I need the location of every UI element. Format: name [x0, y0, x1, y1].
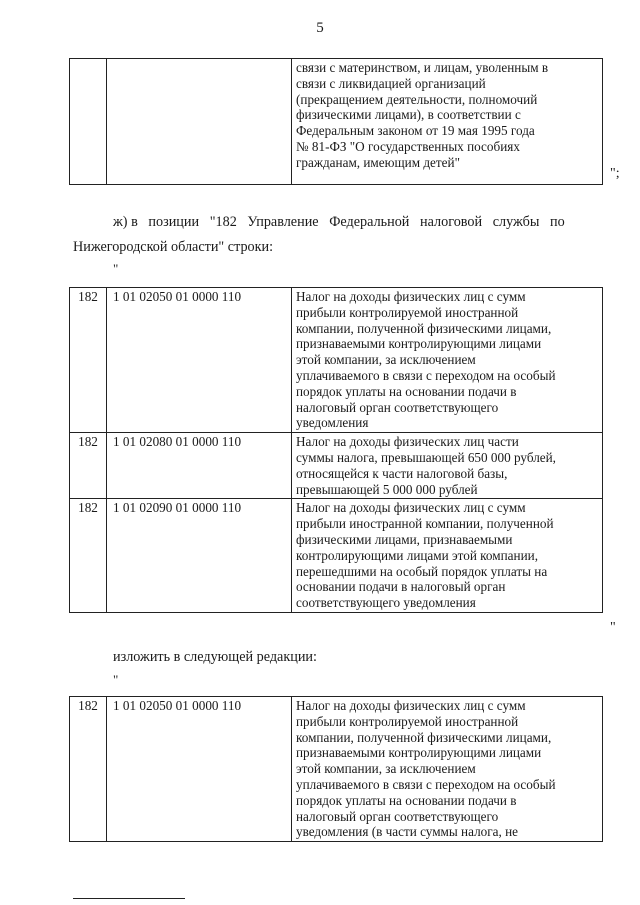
table-row: [70, 697, 603, 842]
paragraph-replace: изложить в следующей редакции:: [113, 649, 317, 665]
table-cell-code: 1 01 02090 01 0000 110: [107, 499, 292, 613]
continuation-table: [69, 58, 603, 185]
paragraph-zh-line2: Нижегородской области" строки:: [73, 239, 274, 255]
table-cell-admin: [70, 59, 107, 185]
new-rows-table: [69, 696, 603, 842]
table-row: [70, 499, 603, 613]
table-cell-name: Налог на доходы физических лиц с сумм прибыли контролируемой иностранной компании, полученной физическими лицами, признаваемыми контролирующими лицами этой компании, за исключением уплачиваемого в связи с переходом на особый порядок уплаты на основании подачи в налоговый орган соответствующего уведомления (в части суммы налога, не: [292, 697, 603, 842]
table-row: [70, 433, 603, 499]
table-cell-code: [107, 59, 292, 185]
opening-quote: ": [113, 261, 119, 276]
paragraph-zh-line1: ж) в позиции "182 Управление Федеральной налоговой службы по: [113, 214, 565, 230]
table-cell-code: 1 01 02050 01 0000 110: [107, 288, 292, 433]
table-cell-name: связи с материнством, и лицам, уволенным в связи с ликвидацией организаций (прекращением деятельности, полномочий физическими лицами), в соответствии с Федеральным законом от 19 мая 1995 года № 81-ФЗ "О государственных пособиях гражданам, имеющим детей": [292, 59, 603, 185]
page-number: 5: [316, 20, 324, 36]
table-cell-admin: 182: [70, 433, 107, 499]
table-cell-admin: 182: [70, 288, 107, 433]
table-cell-name: Налог на доходы физических лиц с сумм прибыли иностранной компании, полученной физическими лицами, признаваемыми контролирующими лицами этой компании, перешедшими на особый порядок уплаты на основании подачи в налоговый орган соответствующего уведомления: [292, 499, 603, 613]
current-rows-table: [69, 287, 603, 613]
opening-quote: ": [113, 672, 119, 687]
table-cell-name: Налог на доходы физических лиц с сумм прибыли контролируемой иностранной компании, полученной физическими лицами, признаваемыми контролирующими лицами этой компании, за исключением уплачиваемого в связи с переходом на особый порядок уплаты на основании подачи в налоговый орган соответствующего уведомления: [292, 288, 603, 433]
table-cell-admin: 182: [70, 499, 107, 613]
table-cell-code: 1 01 02080 01 0000 110: [107, 433, 292, 499]
closing-quote: ": [610, 620, 616, 635]
table-cell-code: 1 01 02050 01 0000 110: [107, 697, 292, 842]
footnote-separator: [73, 898, 185, 899]
table-cell-admin: 182: [70, 697, 107, 842]
closing-quote: ";: [610, 166, 620, 181]
table-cell-name: Налог на доходы физических лиц части суммы налога, превышающей 650 000 рублей, относящейся к части налоговой базы, превышающей 5 000 000 рублей: [292, 433, 603, 499]
table-row: [70, 288, 603, 433]
